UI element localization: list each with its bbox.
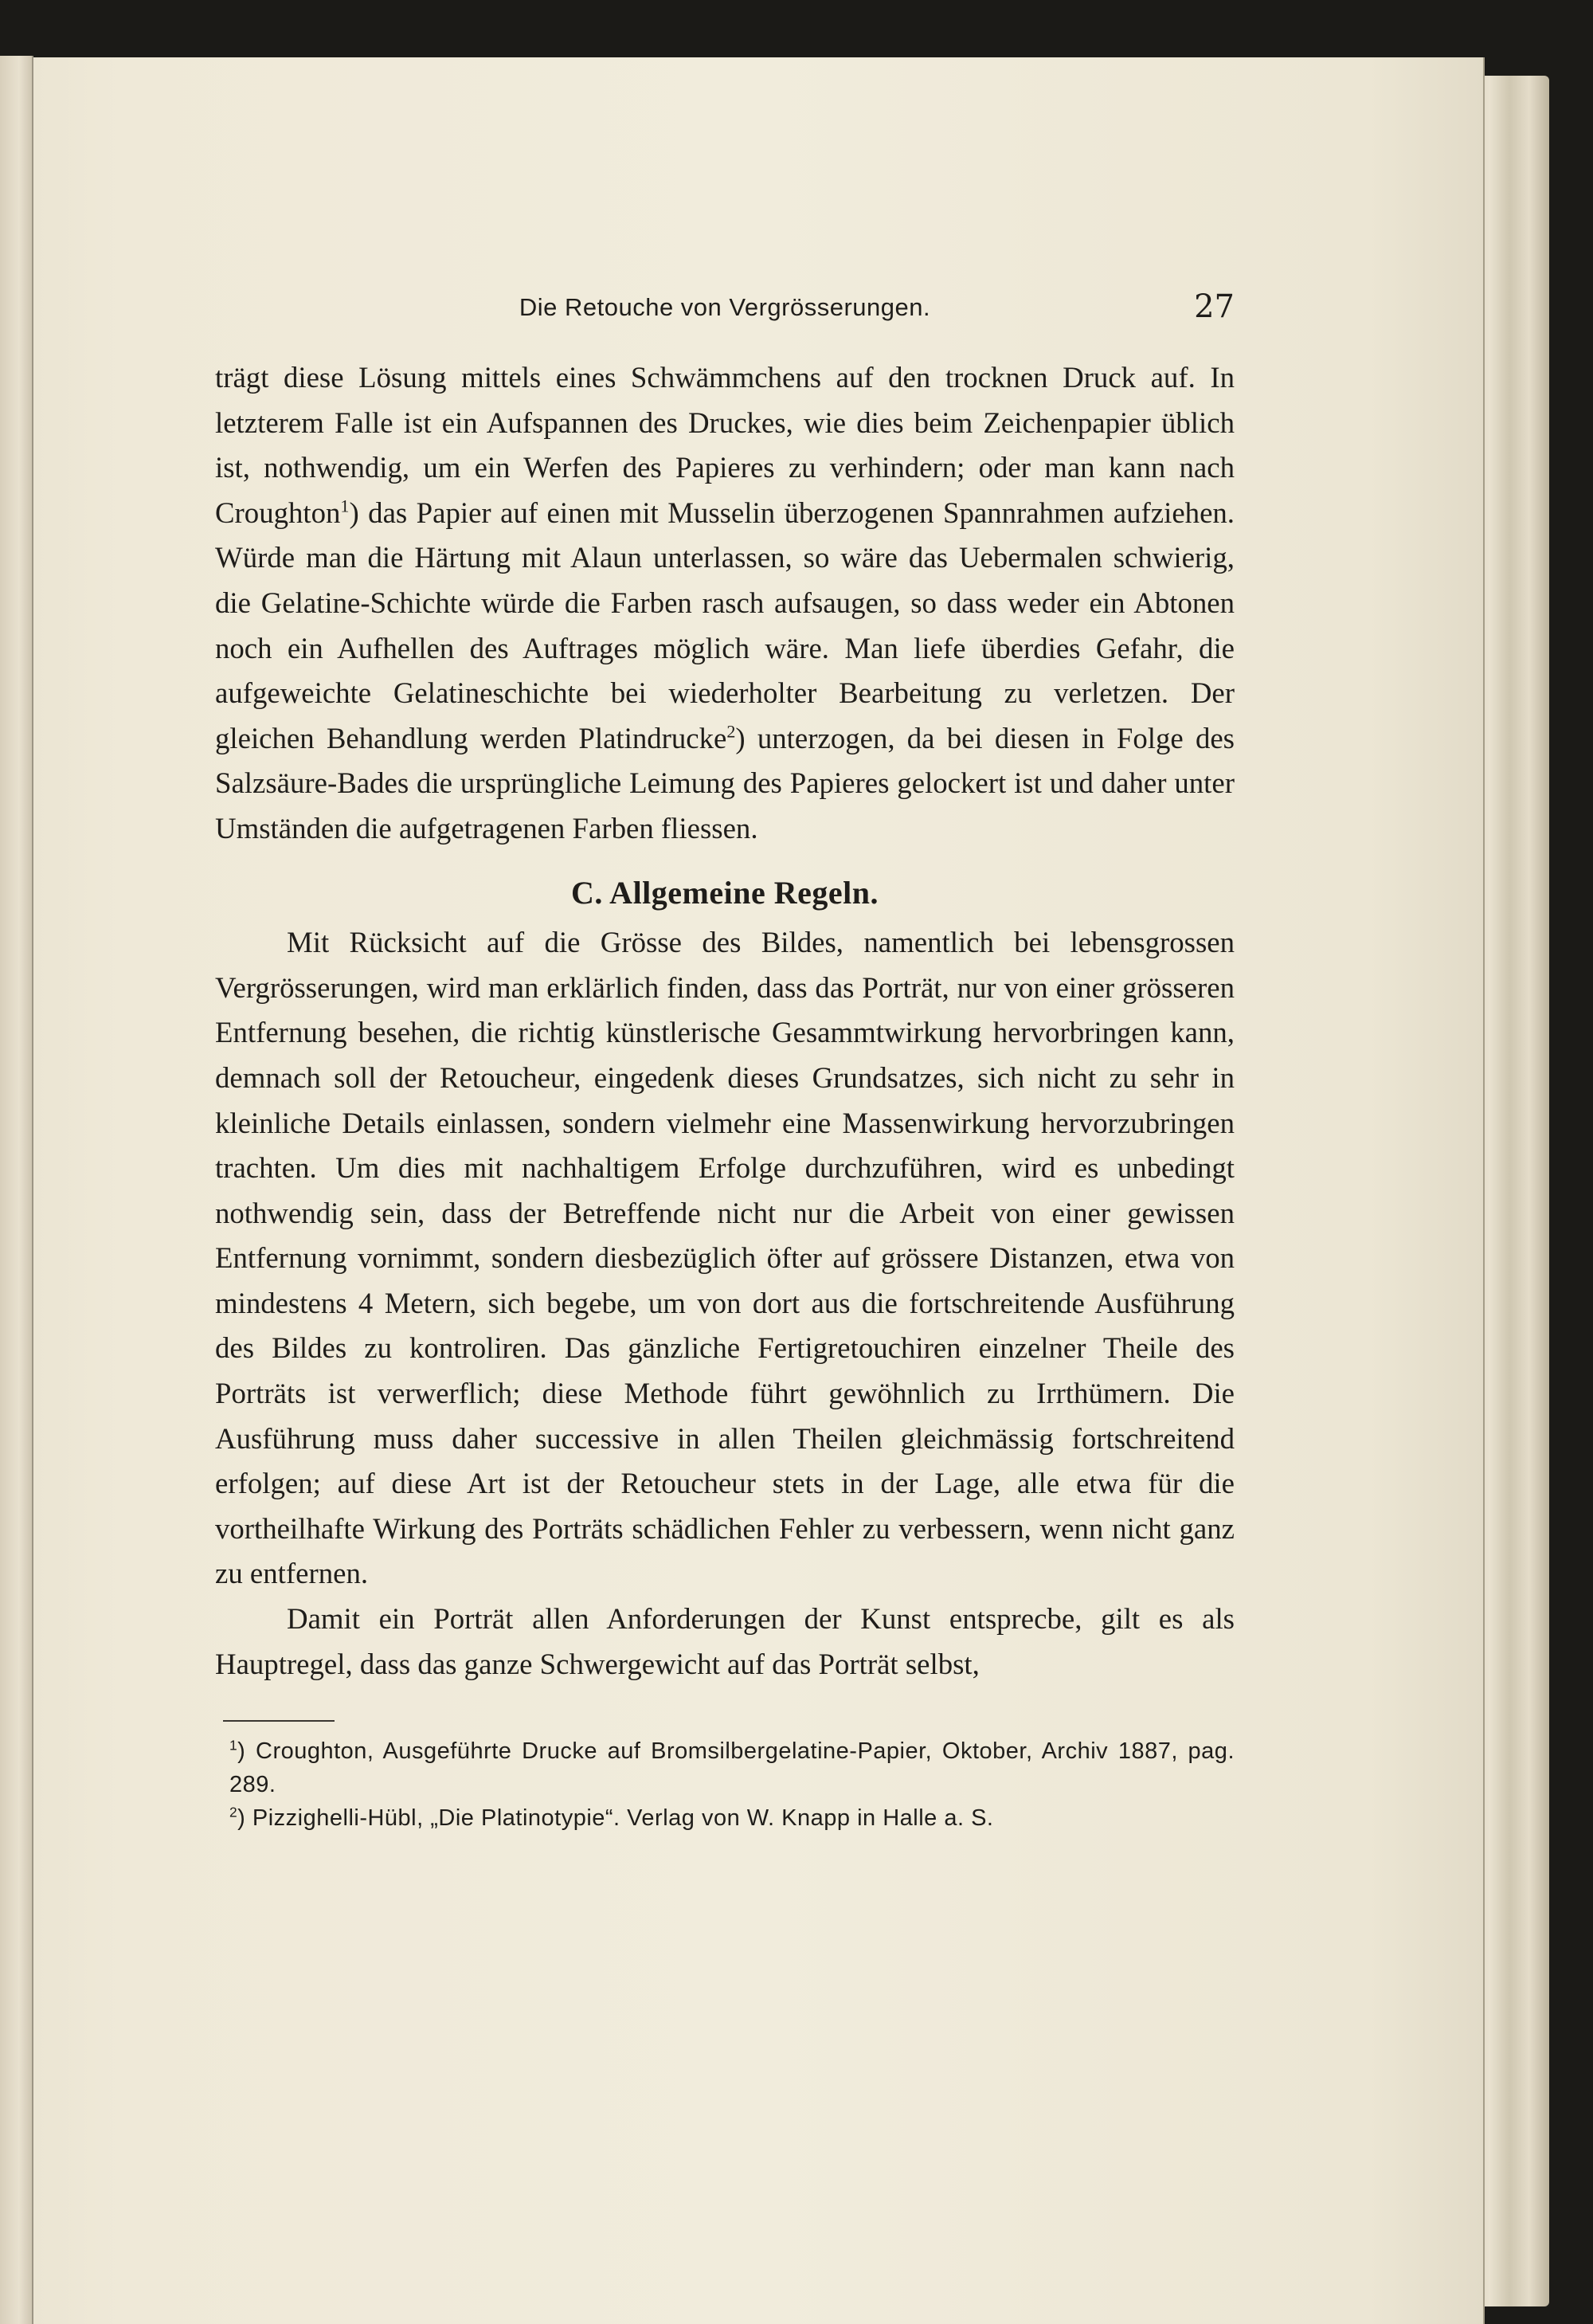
- footnote-2-mark: 2: [229, 1804, 238, 1820]
- running-title: Die Retouche von Vergrösserungen.: [519, 293, 931, 321]
- footnote-1-text: ) Croughton, Ausgeführte Drucke auf Bromsilbergelatine-Papier, Oktober, Archiv 1887, pag. 289.: [229, 1738, 1235, 1798]
- footnote-1: [215, 1734, 1235, 1801]
- running-head: [215, 288, 1235, 336]
- footnote-ref-1: 1: [340, 496, 350, 516]
- previous-page-edge: [0, 56, 33, 2324]
- paragraph-2: Mit Rücksicht auf die Grösse des Bildes, namentlich bei lebensgrossen Vergrösserungen, wird man erklärlich finden, dass das Porträt, nur von einer grösseren Entfernung besehen, die richtig künstlerische Gesammtwirkung hervorbringen kann, demnach soll der Retoucheur, eingedenk dieses Grundsatzes, sich nicht zu sehr in kleinliche Details einlassen, sondern vielmehr eine Massenwirkung hervorzubringen trachten. Um dies mit nachhaltigem Erfolge durchzuführen, wird es unbedingt nothwendig sein, dass der Betreffende nicht nur die Arbeit von einer gewissen Entfernung vornimmt, sondern diesbezüglich öfter auf grössere Distanzen, etwa von mindestens 4 Metern, sich begebe, um von dort aus die fortschreitende Ausführung des Bildes zu kontroliren. Das gänzliche Fertigretouchiren einzelner Theile des Porträts ist verwerflich; diese Methode führt gewöhnlich zu Irrthümern. Die Ausführung muss daher successive in allen Theilen gleichmässig fortschreitend erfolgen; auf diese Art ist der Retoucheur stets in der Lage, alle etwa für die vortheilhafte Wirkung des Porträts schädlichen Fehler zu verbessern, wenn nicht ganz zu entfernen.: [215, 926, 1235, 1590]
- paragraph-1-part-b: ) das Papier auf einen mit Musselin überzogenen Spannrahmen aufziehen. Würde man die Härtung mit Alaun unterlassen, so wäre das Uebermalen schwierig, die Gelatine-Schichte würde die Farben rasch aufsaugen, so dass weder ein Abtonen noch ein Aufhellen des Auftrages möglich wäre. Man liefe überdies Gefahr, die aufgeweichte Gelatineschichte bei wiederholter Bearbeitung zu verletzen. Der gleichen Behandlung werden Platindrucke: [215, 496, 1235, 754]
- footnote-1-mark: 1: [229, 1737, 238, 1754]
- footnote-rule: [223, 1720, 335, 1722]
- page-number: 27: [1194, 288, 1235, 325]
- section-heading: C. Allgemeine Regeln.: [571, 874, 879, 911]
- footnote-ref-2: 2: [726, 721, 736, 742]
- footnotes: [215, 1734, 1235, 1835]
- text-block: [215, 288, 1235, 1835]
- paragraph-1-part-a: trägt diese Lösung mittels eines Schwämmchens auf den trocknen Druck auf. In letzterem Falle ist ein Aufspannen des Druckes, wie dies beim Zeichenpapier üblich ist, nothwendig, um ein Werfen des Papieres zu verhindern; oder man kann nach Croughton: [215, 361, 1235, 529]
- paragraph-1: [215, 355, 1235, 852]
- paragraph-3: Damit ein Porträt allen Anforderungen der Kunst entsprecbe, gilt es als Hauptregel, dass das ganze Schwergewicht auf das Porträt selbst,: [215, 1602, 1235, 1680]
- footnote-2: [215, 1801, 1235, 1835]
- paragraph-1-part-c: ) unterzogen, da bei diesen in Folge des Salzsäure-Bades die ursprüngliche Leimung des Papieres gelockert ist und daher unter Umständen die aufgetragenen Farben fliessen.: [215, 721, 1235, 845]
- book-page: [33, 57, 1483, 2324]
- footnote-2-text: ) Pizzighelli-Hübl, „Die Platinotypie“. Verlag von W. Knapp in Halle a. S.: [237, 1805, 994, 1832]
- body-text: [215, 355, 1235, 1687]
